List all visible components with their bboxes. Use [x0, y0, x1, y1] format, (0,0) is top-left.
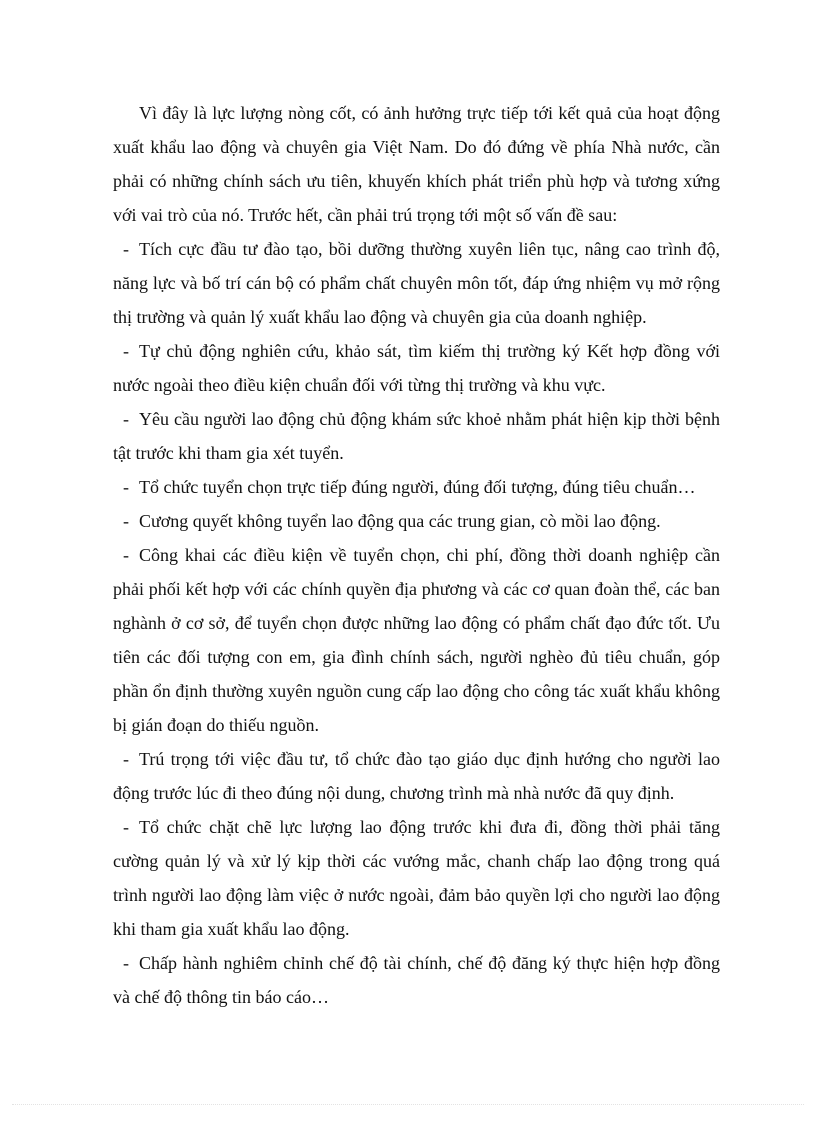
bullet-item — [113, 402, 720, 470]
bullet-item — [113, 504, 720, 538]
intro-paragraph: Vì đây là lực lượng nòng cốt, có ảnh hưởng trực tiếp tới kết quả của hoạt động xuất khẩu lao động và chuyên gia Việt Nam. Do đó đứng về phía Nhà nước, cần phải có những chính sách ưu tiên, khuyến khích phát triển phù hợp và tương xứng với vai trò của nó. Trước hết, cần phải trú trọng tới một số vấn đề sau: — [113, 103, 720, 225]
bullet-item — [113, 742, 720, 810]
bullet-marker: - — [123, 409, 129, 429]
document-body — [113, 96, 720, 1014]
bullet-text: Trú trọng tới việc đầu tư, tổ chức đào tạo giáo dục định hướng cho người lao động trước lúc đi theo đúng nội dung, chương trình mà nhà nước đã quy định. — [113, 749, 720, 803]
bullet-item — [113, 810, 720, 946]
bullet-text: Tích cực đầu tư đào tạo, bồi dưỡng thường xuyên liên tục, nâng cao trình độ, năng lực và bố trí cán bộ có phẩm chất chuyên môn tốt, đáp ứng nhiệm vụ mở rộng thị trường và quản lý xuất khẩu lao động và chuyên gia của doanh nghiệp. — [113, 239, 720, 327]
bullet-text: Tự chủ động nghiên cứu, khảo sát, tìm kiếm thị trường ký Kết hợp đồng với nước ngoài theo điều kiện chuẩn đối với từng thị trường và khu vực. — [113, 341, 720, 395]
bullet-item — [113, 538, 720, 742]
bullet-text: Yêu cầu người lao động chủ động khám sức khoẻ nhằm phát hiện kịp thời bệnh tật trước khi tham gia xét tuyển. — [113, 409, 720, 463]
bullet-text: Cương quyết không tuyển lao động qua các trung gian, cò mồi lao động. — [139, 511, 661, 531]
bullet-marker: - — [123, 341, 129, 361]
bullet-item — [113, 232, 720, 334]
page-bottom-divider — [12, 1104, 804, 1105]
bullet-text: Công khai các điều kiện về tuyển chọn, chi phí, đồng thời doanh nghiệp cần phải phối kết hợp với các chính quyền địa phương và các cơ quan đoàn thể, các ban nghành ở cơ sở, để tuyển chọn được những lao động có phẩm chất đạo đức tốt. Ưu tiên các đối tượng con em, gia đình chính sách, người nghèo đủ tiêu chuẩn, góp phần ổn định thường xuyên nguồn cung cấp lao động cho công tác xuất khẩu không bị gián đoạn do thiếu nguồn. — [113, 545, 720, 735]
bullet-text: Tổ chức chặt chẽ lực lượng lao động trước khi đưa đi, đồng thời phải tăng cường quản lý và xử lý kịp thời các vướng mắc, chanh chấp lao động trong quá trình người lao động làm việc ở nước ngoài, đảm bảo quyền lợi cho người lao động khi tham gia xuất khẩu lao động. — [113, 817, 720, 939]
bullet-text: Tổ chức tuyển chọn trực tiếp đúng người, đúng đối tượng, đúng tiêu chuẩn… — [139, 477, 696, 497]
bullet-item — [113, 470, 720, 504]
bullet-marker: - — [123, 239, 129, 259]
bullet-marker: - — [123, 477, 129, 497]
bullet-marker: - — [123, 749, 129, 769]
bullet-item — [113, 946, 720, 1014]
bullet-item — [113, 334, 720, 402]
bullet-text: Chấp hành nghiêm chỉnh chế độ tài chính, chế độ đăng ký thực hiện hợp đồng và chế độ thông tin báo cáo… — [113, 953, 720, 1007]
bullet-marker: - — [123, 953, 129, 973]
bullet-marker: - — [123, 817, 129, 837]
bullet-marker: - — [123, 545, 129, 565]
bullet-marker: - — [123, 511, 129, 531]
